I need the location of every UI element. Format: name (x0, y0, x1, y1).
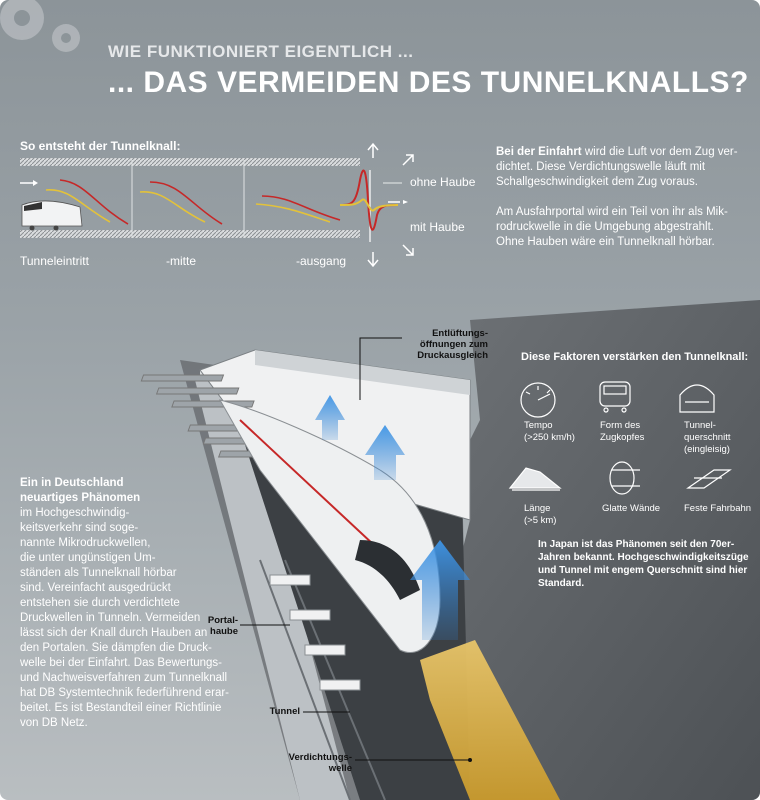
factor-walls: Glatte Wände (602, 503, 661, 514)
factor-tempo: Tempo (>250 km/h) (524, 420, 575, 443)
vents-callout: Entlüftungs- öffnungen zum Druckausgleich (417, 328, 488, 361)
arrow-down-right-icon (403, 245, 413, 255)
explanation-text: Bei der Einfahrt wird die Luft vor dem Zug ver- dichtet. Diese Verdichtungswelle läuft mit Schallgeschwindigkeit dem Zug voraus. Am Ausfahrportal wird ein Teil von ihr als Mik- rodruckwelle in die Umgebung abgestrahlt. Ohne Hauben wäre ein Tunnelknall hörbar. (496, 146, 738, 248)
origin-heading: So entsteht der Tunnelknall: (20, 139, 181, 153)
tunnel-callout: Tunnel (269, 706, 300, 717)
wave-label-without: ohne Haube (410, 175, 476, 189)
japan-note: In Japan ist das Phänomen seit den 70er- Jahren bekannt. Hochgeschwindigkeitszüge und Tunnel mit engem Querschnitt sind hier Standard. (538, 539, 749, 589)
kicker: WIE FUNKTIONIERT EIGENTLICH ... (108, 42, 414, 61)
arrow-up-right-icon (403, 155, 413, 165)
factor-slab-track: Feste Fahrbahn (684, 503, 752, 514)
factors-heading: Diese Faktoren verstärken den Tunnelknall: (521, 351, 749, 363)
factor-head-shape: Form des Zugkopfes (600, 420, 645, 443)
stage-label: Tunneleintritt (20, 254, 89, 268)
factor-cross-section: Tunnel- querschnitt (eingleisig) (684, 420, 731, 455)
arrow-down-icon (368, 252, 378, 266)
tunnel-stage-strips (20, 158, 360, 238)
page-title: ... DAS VERMEIDEN DES TUNNELKNALLS? (108, 66, 749, 99)
portal-callout: Portal- haube (207, 615, 238, 637)
factor-length: Länge (>5 km) (524, 503, 557, 526)
stage-label: -ausgang (296, 254, 347, 268)
wave-label-with: mit Haube (410, 220, 465, 234)
arrow-up-icon (368, 144, 378, 158)
gear-icon (0, 0, 80, 52)
wave-callout: Verdichtungs- welle (288, 752, 352, 774)
stage-label: -mitte (166, 254, 196, 268)
germany-text: Ein in Deutschland neuartiges Phänomen im Hochgeschwindig- keitsverkehr sind soge- nannte Mikrodruckwellen, die unter ungünstigen Um- ständen als Tunnelknall hörbar sind. Vereinfacht ausgedrückt entstehen sie durch verdichtete Druckwellen in Tunneln. Vermeiden lässt sich der Knall durch Hauben an den Portalen. Sie dämpfen die Druck- welle bei der Einfahrt. Das Bewertungs- und Nachweisverfahren zum Tunnelknall hat DB Systemtechnik federführend erar- beitet. Es ist Bestandteil einer Richtlinie von DB Netz. (20, 477, 230, 729)
